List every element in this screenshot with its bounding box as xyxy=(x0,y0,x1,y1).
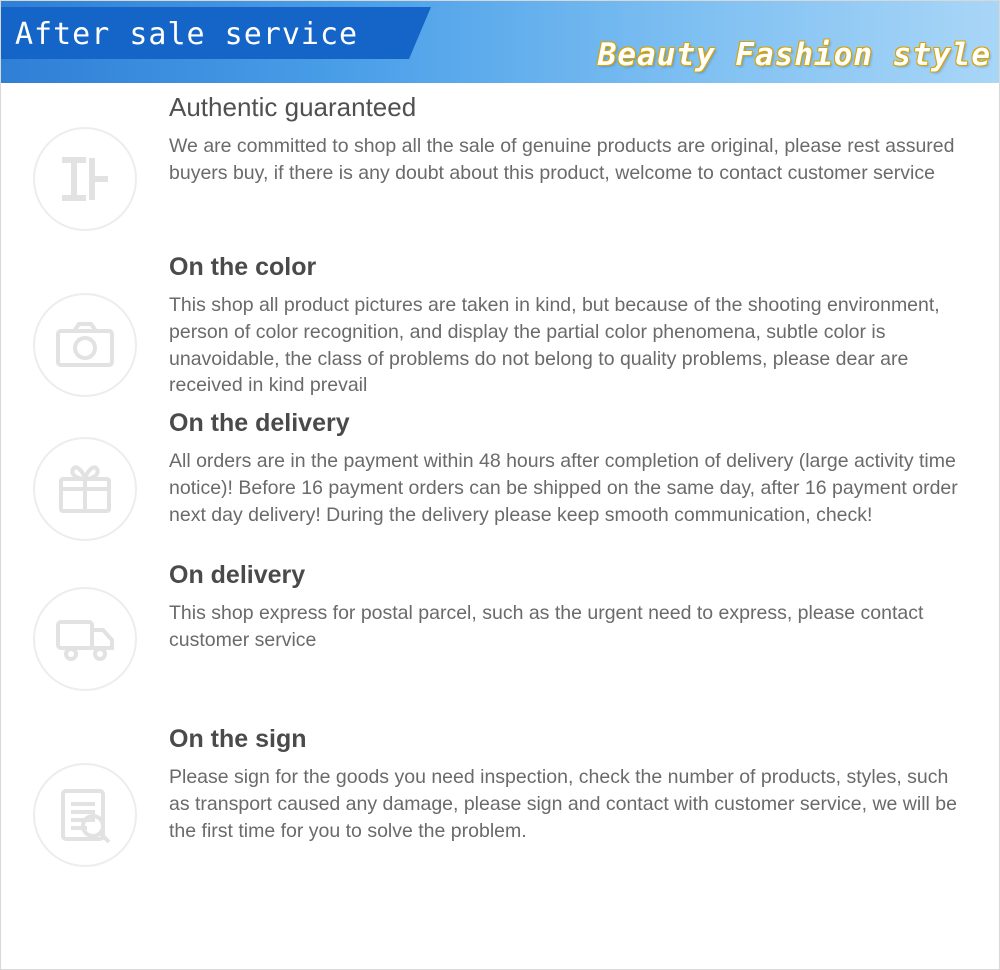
gift-box-icon xyxy=(33,437,137,541)
section-on-the-delivery xyxy=(1,409,999,541)
section-on-the-color xyxy=(1,253,999,399)
section-body: This shop all product pictures are taken in kind, but because of the shooting environment, person of color recognition, and display the partial color phenomena, subtle color is unavoidable, the class of problems do not belong to quality problems, please dear are received in kind prevail xyxy=(169,293,940,397)
icon-column xyxy=(1,409,169,541)
page-title: After sale service xyxy=(15,17,359,52)
section-title: On the color xyxy=(169,253,317,281)
text-column xyxy=(169,725,999,844)
header-subtitle: Beauty Fashion style xyxy=(597,37,991,73)
text-column xyxy=(169,93,999,187)
section-on-delivery xyxy=(1,561,999,691)
section-body: We are committed to shop all the sale of genuine products are original, please rest assured buyers buy, if there is any doubt about this product, welcome to contact customer service xyxy=(169,134,955,184)
section-body: All orders are in the payment within 48 hours after completion of delivery (large activity time notice)! Before 16 payment orders can be shipped on the same day, after 16 payment order next day delivery! During the delivery please keep smooth communication, check! xyxy=(169,450,958,526)
section-authentic-guaranteed xyxy=(1,93,999,231)
text-column xyxy=(169,409,999,528)
text-column xyxy=(169,561,999,654)
section-body: Please sign for the goods you need inspection, check the number of products, styles, such as transport caused any damage, please sign and contact with customer service, we will be the first time for you to solve the problem. xyxy=(169,766,957,842)
section-body: This shop express for postal parcel, such as the urgent need to express, please contact customer service xyxy=(169,602,924,652)
icon-column xyxy=(1,725,169,867)
page-header xyxy=(1,1,999,83)
icon-column xyxy=(1,253,169,397)
document-magnifier-icon xyxy=(33,763,137,867)
icon-column xyxy=(1,93,169,231)
sections-container xyxy=(1,83,999,867)
delivery-truck-icon xyxy=(33,587,137,691)
camera-icon xyxy=(33,293,137,397)
section-title: Authentic guaranteed xyxy=(169,92,417,122)
section-on-the-sign xyxy=(1,725,999,867)
section-title: On the sign xyxy=(169,725,307,754)
section-title: On the delivery xyxy=(169,409,350,438)
icon-column xyxy=(1,561,169,691)
section-title: On delivery xyxy=(169,561,306,590)
authentic-seal-icon xyxy=(33,127,137,231)
text-column xyxy=(169,253,999,399)
